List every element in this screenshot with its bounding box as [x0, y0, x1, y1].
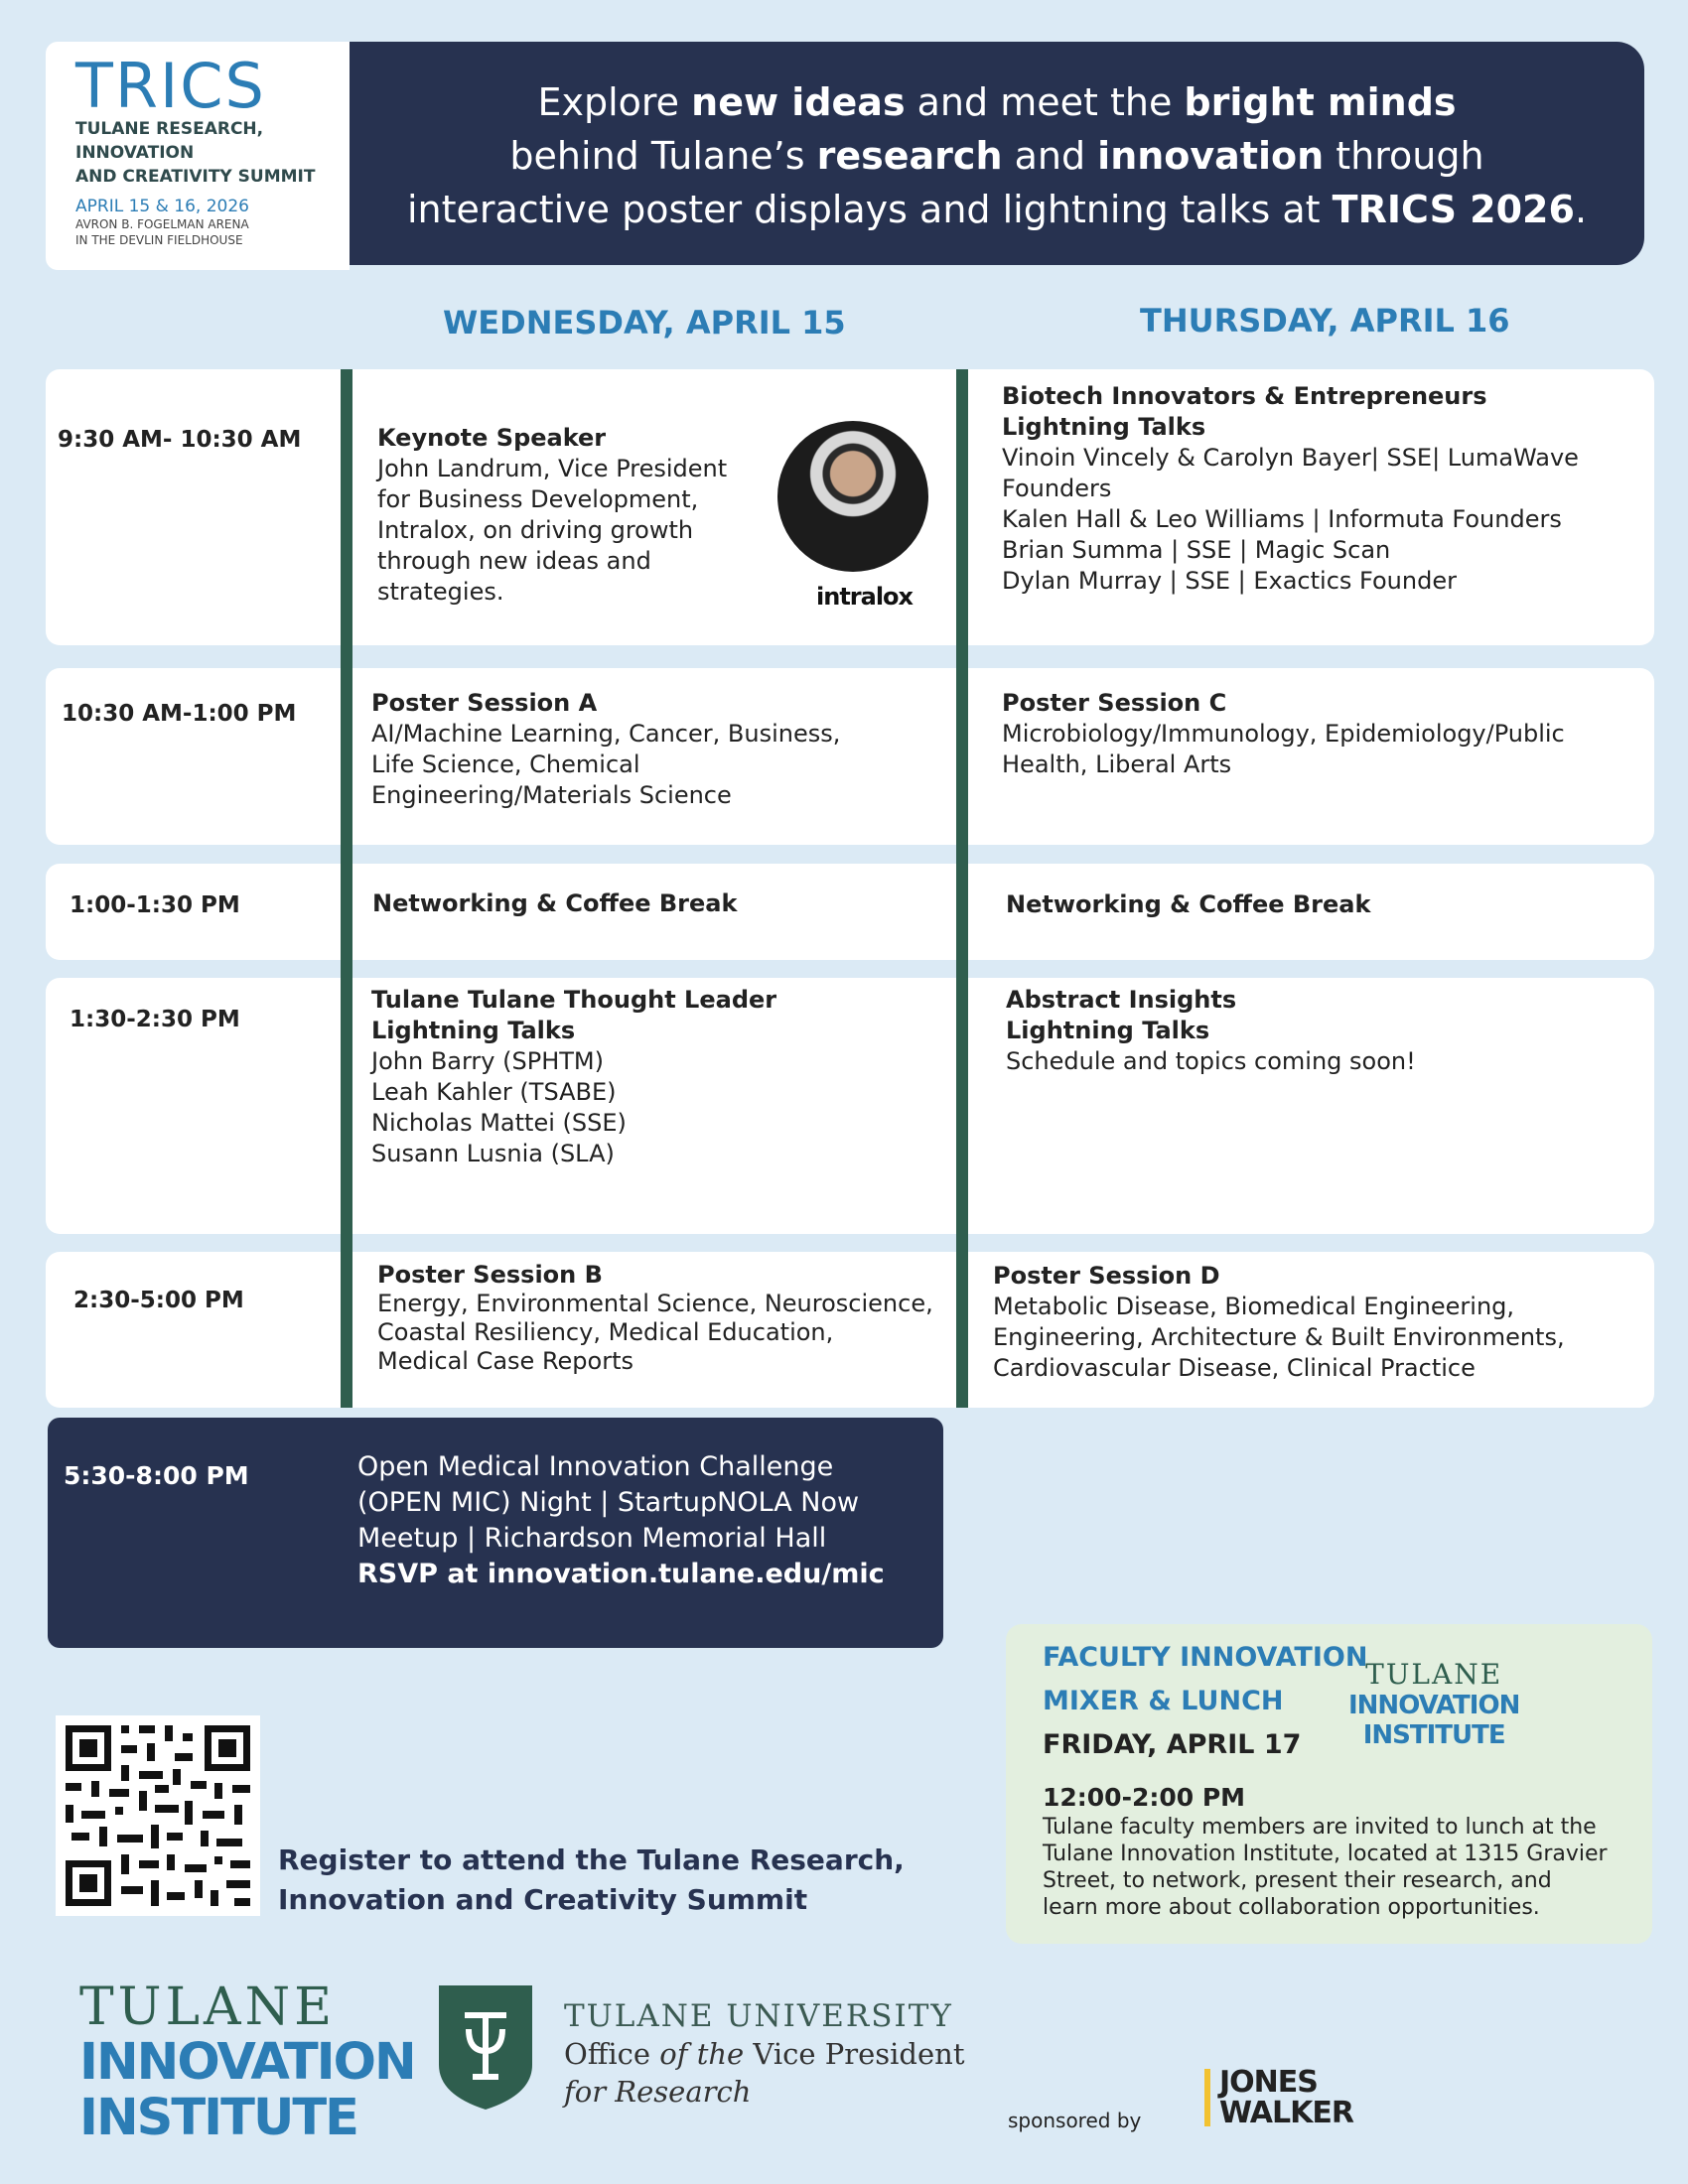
logo-text: TULANE	[79, 1978, 337, 2037]
speaker-line: Founders	[1002, 475, 1112, 502]
keynote-line: John Landrum, Vice President	[377, 455, 728, 482]
logo-text: for Research	[564, 2075, 752, 2109]
biotech-talks-cell	[1002, 381, 1579, 597]
register-text[interactable]	[278, 1841, 905, 1920]
banner-line-2: behind Tulane’s research and innovation through	[509, 134, 1484, 178]
logo-text: TULANE UNIVERSITY	[564, 1998, 953, 2034]
cell-title: Lightning Talks	[1006, 1017, 1210, 1044]
speaker-line: Nicholas Mattei (SSE)	[371, 1109, 627, 1137]
day-heading-wednesday: WEDNESDAY, APRIL 15	[443, 304, 846, 341]
poster-session-c-cell	[1002, 688, 1565, 780]
logo-text: WALKER	[1219, 2096, 1353, 2130]
topic-line: Engineering/Materials Science	[371, 781, 732, 809]
speaker-line: Brian Summa | SSE | Magic Scan	[1002, 536, 1391, 564]
time-slot: 1:30-2:30 PM	[70, 1007, 240, 1032]
keynote-line: strategies.	[377, 578, 504, 606]
faculty-mixer-box	[1006, 1624, 1652, 1944]
speaker-line: John Barry (SPHTM)	[371, 1047, 604, 1075]
time-slot: 9:30 AM- 10:30 AM	[58, 427, 302, 453]
open-mic-line: Meetup | Richardson Memorial Hall	[357, 1523, 827, 1554]
sponsored-by-label: sponsored by	[1008, 2109, 1142, 2132]
cell-title: Lightning Talks	[1002, 413, 1206, 441]
speaker-line: Dylan Murray | SSE | Exactics Founder	[1002, 567, 1457, 595]
poster-session-d-cell	[993, 1261, 1565, 1384]
banner-line-1: Explore new ideas and meet the bright minds	[537, 80, 1457, 124]
keynote-line: through new ideas and	[377, 547, 651, 575]
logo-text: INSTITUTE	[1362, 1720, 1505, 1750]
topic-line: Energy, Environmental Science, Neuroscience,	[377, 1290, 933, 1317]
logo-text: INNOVATION	[1348, 1691, 1520, 1720]
banner-line-3: interactive poster displays and lightning talks at TRICS 2026.	[406, 188, 1588, 231]
faculty-title: MIXER & LUNCH	[1043, 1686, 1284, 1716]
keynote-cell	[377, 423, 727, 608]
faculty-heading	[1043, 1636, 1367, 1767]
cell-title: Tulane Tulane Thought Leader	[371, 986, 777, 1014]
topic-line: Metabolic Disease, Biomedical Engineering,	[993, 1293, 1515, 1320]
topic-line: AI/Machine Learning, Cancer, Business,	[371, 720, 841, 748]
open-mic-box	[48, 1418, 943, 1648]
topic-line: Life Science, Chemical	[371, 751, 640, 778]
keynote-line: Intralox, on driving growth	[377, 516, 694, 544]
logo-venue: AVRON B. FOGELMAN ARENA	[75, 217, 249, 231]
poster-session-b-cell	[377, 1261, 933, 1376]
topic-line: Microbiology/Immunology, Epidemiology/Public	[1002, 720, 1565, 748]
cell-title: Lightning Talks	[371, 1017, 576, 1044]
trics-logo-title: TRICS	[75, 50, 266, 122]
note-line: Schedule and topics coming soon!	[1006, 1047, 1416, 1075]
logo-text: INNOVATION	[79, 2033, 415, 2092]
intro-banner	[350, 42, 1644, 265]
jones-walker-bar	[1204, 2069, 1210, 2126]
topic-line: Cardiovascular Disease, Clinical Practice	[993, 1354, 1476, 1382]
cell-title: Poster Session A	[371, 689, 598, 717]
day-heading-thursday: THURSDAY, APRIL 16	[1140, 302, 1510, 340]
time-slot: 10:30 AM-1:00 PM	[62, 701, 297, 727]
speaker-line: Leah Kahler (TSABE)	[371, 1078, 617, 1106]
logo-text: INSTITUTE	[79, 2089, 357, 2147]
keynote-line: for Business Development,	[377, 485, 699, 513]
poster-session-a-cell	[371, 688, 840, 811]
open-mic-line: (OPEN MIC) Night | StartupNOLA Now	[357, 1487, 860, 1518]
cell-title: Biotech Innovators & Entrepreneurs	[1002, 382, 1487, 410]
tulane-shield-icon	[439, 1985, 532, 2110]
topic-line: Engineering, Architecture & Built Environments,	[993, 1323, 1565, 1351]
speaker-photo	[777, 421, 928, 572]
topic-line: Coastal Resiliency, Medical Education,	[377, 1318, 834, 1346]
abstract-insights-cell	[1006, 985, 1416, 1077]
logo-text: Office of the Vice President	[564, 2037, 965, 2071]
networking-break-wed: Networking & Coffee Break	[372, 889, 738, 917]
networking-break-thu: Networking & Coffee Break	[1006, 890, 1371, 918]
jones-walker-logo	[1219, 2067, 1353, 2128]
faculty-details	[1043, 1783, 1608, 1921]
rsvp-link[interactable]: RSVP at innovation.tulane.edu/mic	[357, 1559, 885, 1589]
tii-logo-small	[1348, 1658, 1519, 1750]
register-line: Innovation and Creativity Summit	[278, 1883, 808, 1916]
logo-text: TULANE	[1365, 1658, 1503, 1691]
thought-leader-talks-cell	[371, 985, 776, 1169]
intralox-logo: intralox	[816, 583, 914, 611]
open-mic-line: Open Medical Innovation Challenge	[357, 1451, 834, 1482]
logo-subtitle: INNOVATION	[75, 143, 195, 163]
column-divider-right	[956, 369, 968, 1408]
tulane-vpr-logo	[564, 1997, 965, 2111]
cell-title: Poster Session D	[993, 1262, 1220, 1290]
keynote-title: Keynote Speaker	[377, 424, 607, 452]
faculty-text: Tulane faculty members are invited to lunch at the	[1043, 1815, 1597, 1840]
logo-venue: IN THE DEVLIN FIELDHOUSE	[75, 233, 243, 247]
faculty-text: Tulane Innovation Institute, located at 1315 Gravier	[1043, 1842, 1608, 1866]
logo-date: APRIL 15 & 16, 2026	[75, 197, 249, 216]
faculty-title: FACULTY INNOVATION	[1043, 1642, 1368, 1673]
faculty-time: 12:00-2:00 PM	[1043, 1783, 1246, 1812]
tulane-innovation-institute-logo	[79, 1979, 415, 2146]
topic-line: Health, Liberal Arts	[1002, 751, 1232, 778]
logo-text: JONES	[1219, 2065, 1318, 2100]
open-mic-details	[357, 1449, 885, 1592]
speaker-line: Susann Lusnia (SLA)	[371, 1140, 615, 1167]
schedule-row-3	[46, 864, 1654, 960]
topic-line: Medical Case Reports	[377, 1347, 633, 1375]
logo-subtitle: AND CREATIVITY SUMMIT	[75, 167, 316, 187]
cell-title: Poster Session C	[1002, 689, 1227, 717]
time-slot: 2:30-5:00 PM	[73, 1288, 244, 1313]
qr-code[interactable]	[56, 1715, 260, 1916]
faculty-text: Street, to network, present their research, and	[1043, 1868, 1552, 1893]
register-line: Register to attend the Tulane Research,	[278, 1843, 905, 1876]
cell-title: Poster Session B	[377, 1261, 603, 1289]
faculty-date: FRIDAY, APRIL 17	[1043, 1729, 1302, 1760]
open-mic-time: 5:30-8:00 PM	[64, 1461, 249, 1490]
faculty-text: learn more about collaboration opportunities.	[1043, 1895, 1540, 1920]
time-slot: 1:00-1:30 PM	[70, 892, 240, 918]
speaker-line: Kalen Hall & Leo Williams | Informuta Founders	[1002, 505, 1562, 533]
speaker-line: Vinoin Vincely & Carolyn Bayer| SSE| LumaWave	[1002, 444, 1579, 472]
logo-subtitle: TULANE RESEARCH,	[75, 119, 264, 139]
trics-logo-card	[46, 42, 350, 270]
cell-title: Abstract Insights	[1006, 986, 1237, 1014]
column-divider-left	[341, 369, 352, 1408]
